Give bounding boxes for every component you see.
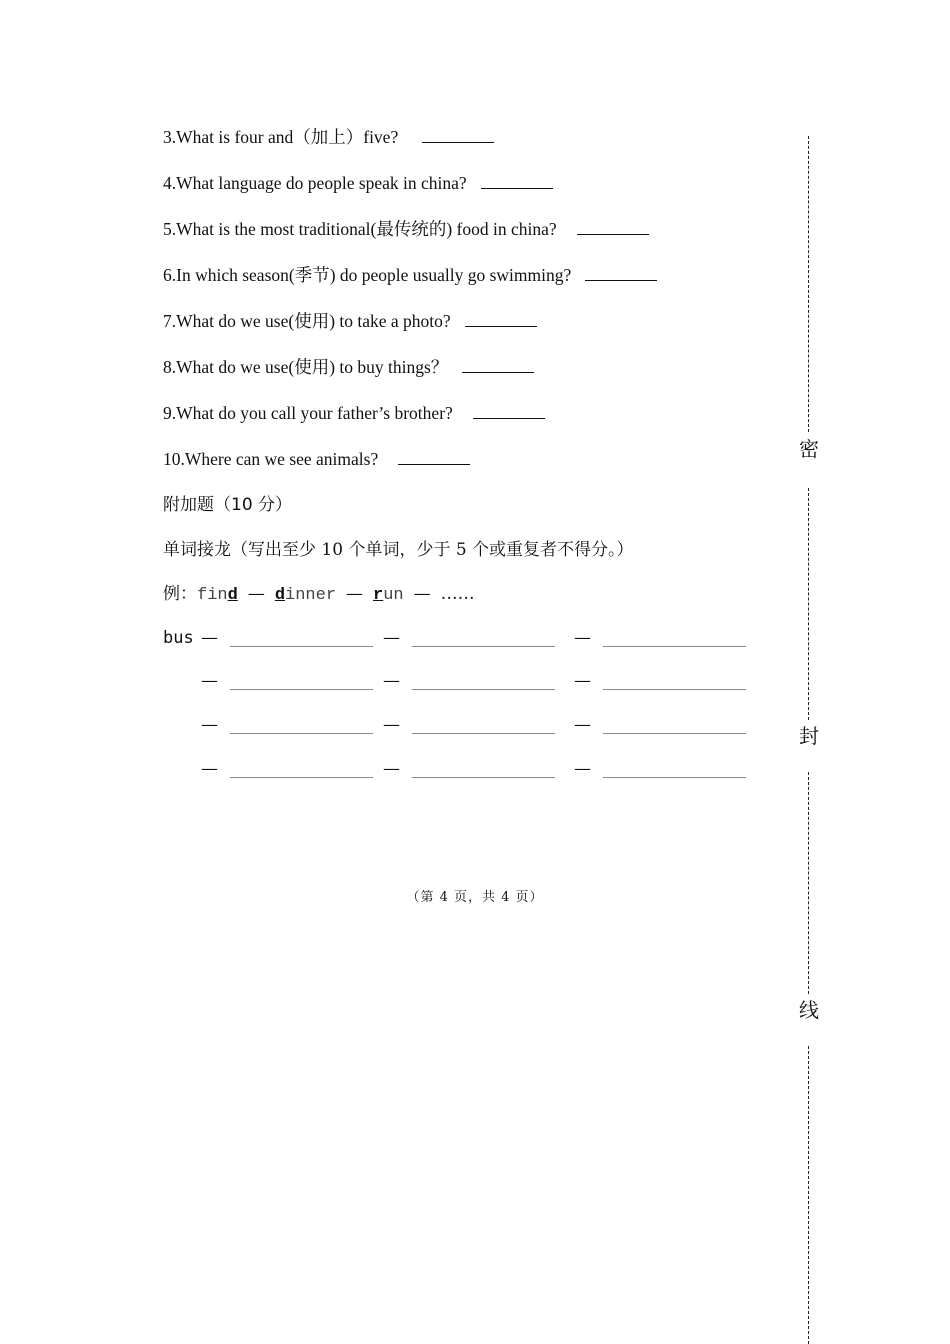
- question-text: 9.What do you call your father’s brother?: [163, 403, 453, 423]
- question-text: 4.What language do people speak in china?: [163, 173, 467, 193]
- bonus-title: 附加题（10 分）: [163, 495, 293, 515]
- chain-dash: —: [413, 584, 431, 604]
- chain-dash: —: [574, 759, 591, 779]
- binding-dash-line: [808, 772, 809, 994]
- question-8: [163, 356, 534, 378]
- question-text: 6.In which season(季节) do people usually go swimming?: [163, 265, 572, 285]
- chain-answer-line[interactable]: [412, 646, 555, 647]
- example-word: find: [197, 586, 238, 605]
- answer-blank[interactable]: [577, 219, 649, 235]
- answer-blank[interactable]: [462, 357, 534, 373]
- chain-answer-line[interactable]: [230, 777, 373, 778]
- example-word: run: [373, 586, 404, 605]
- chain-answer-line[interactable]: [412, 733, 555, 734]
- chain-dash: —: [383, 671, 400, 691]
- binding-dash-line: [808, 488, 809, 720]
- answer-blank[interactable]: [422, 127, 494, 143]
- question-text: 10.Where can we see animals?: [163, 449, 379, 469]
- example-ellipsis: ……: [440, 584, 475, 604]
- chain-dash: —: [201, 759, 218, 779]
- question-10: [163, 448, 470, 470]
- question-text: 5.What is the most traditional(最传统的) food in china?: [163, 219, 557, 239]
- answer-blank[interactable]: [585, 265, 657, 281]
- chain-dash: —: [574, 628, 591, 648]
- example-line: [163, 583, 475, 607]
- binding-char-mi: 密: [799, 437, 819, 461]
- chain-dash: —: [383, 628, 400, 648]
- bonus-instruction: 单词接龙（写出至少 10 个单词，少于 5 个或重复者不得分。）: [163, 540, 634, 560]
- chain-answer-line[interactable]: [230, 646, 373, 647]
- chain-dash: —: [383, 759, 400, 779]
- chain-answer-line[interactable]: [230, 689, 373, 690]
- chain-answer-line[interactable]: [603, 777, 746, 778]
- chain-answer-line[interactable]: [412, 689, 555, 690]
- question-4: [163, 172, 553, 194]
- chain-row-3: [163, 714, 753, 738]
- question-7: [163, 310, 537, 332]
- chain-dash: —: [201, 628, 218, 648]
- chain-dash: —: [247, 584, 265, 604]
- chain-answer-line[interactable]: [603, 689, 746, 690]
- chain-answer-line[interactable]: [603, 733, 746, 734]
- chain-dash: —: [574, 715, 591, 735]
- chain-dash: —: [346, 584, 364, 604]
- chain-dash: —: [574, 671, 591, 691]
- chain-dash: —: [201, 715, 218, 735]
- chain-answer-line[interactable]: [412, 777, 555, 778]
- example-word: dinner: [274, 586, 337, 605]
- question-5: [163, 218, 649, 240]
- chain-start-word: bus: [163, 628, 194, 648]
- binding-char-feng: 封: [799, 724, 819, 748]
- question-6: [163, 264, 657, 286]
- chain-dash: —: [383, 715, 400, 735]
- chain-answer-line[interactable]: [603, 646, 746, 647]
- answer-blank[interactable]: [481, 173, 553, 189]
- chain-dash: —: [201, 671, 218, 691]
- example-prefix: 例：: [163, 584, 197, 604]
- question-text: 8.What do we use(使用) to buy things？: [163, 357, 449, 377]
- question-text: 3.What is four and（加上）five?: [163, 127, 399, 147]
- page-footer: （第 4 页，共 4 页）: [406, 890, 544, 905]
- question-9: [163, 402, 545, 424]
- answer-blank[interactable]: [473, 403, 545, 419]
- binding-char-xian: 线: [799, 998, 819, 1022]
- question-3: [163, 126, 494, 148]
- question-text: 7.What do we use(使用) to take a photo?: [163, 311, 451, 331]
- answer-blank[interactable]: [465, 311, 537, 327]
- answer-blank[interactable]: [398, 449, 470, 465]
- chain-answer-line[interactable]: [230, 733, 373, 734]
- binding-dash-line: [808, 1046, 809, 1344]
- binding-dash-line: [808, 136, 809, 432]
- chain-row-2: [163, 670, 753, 694]
- chain-row-4: [163, 758, 753, 782]
- chain-row-1: [163, 627, 753, 651]
